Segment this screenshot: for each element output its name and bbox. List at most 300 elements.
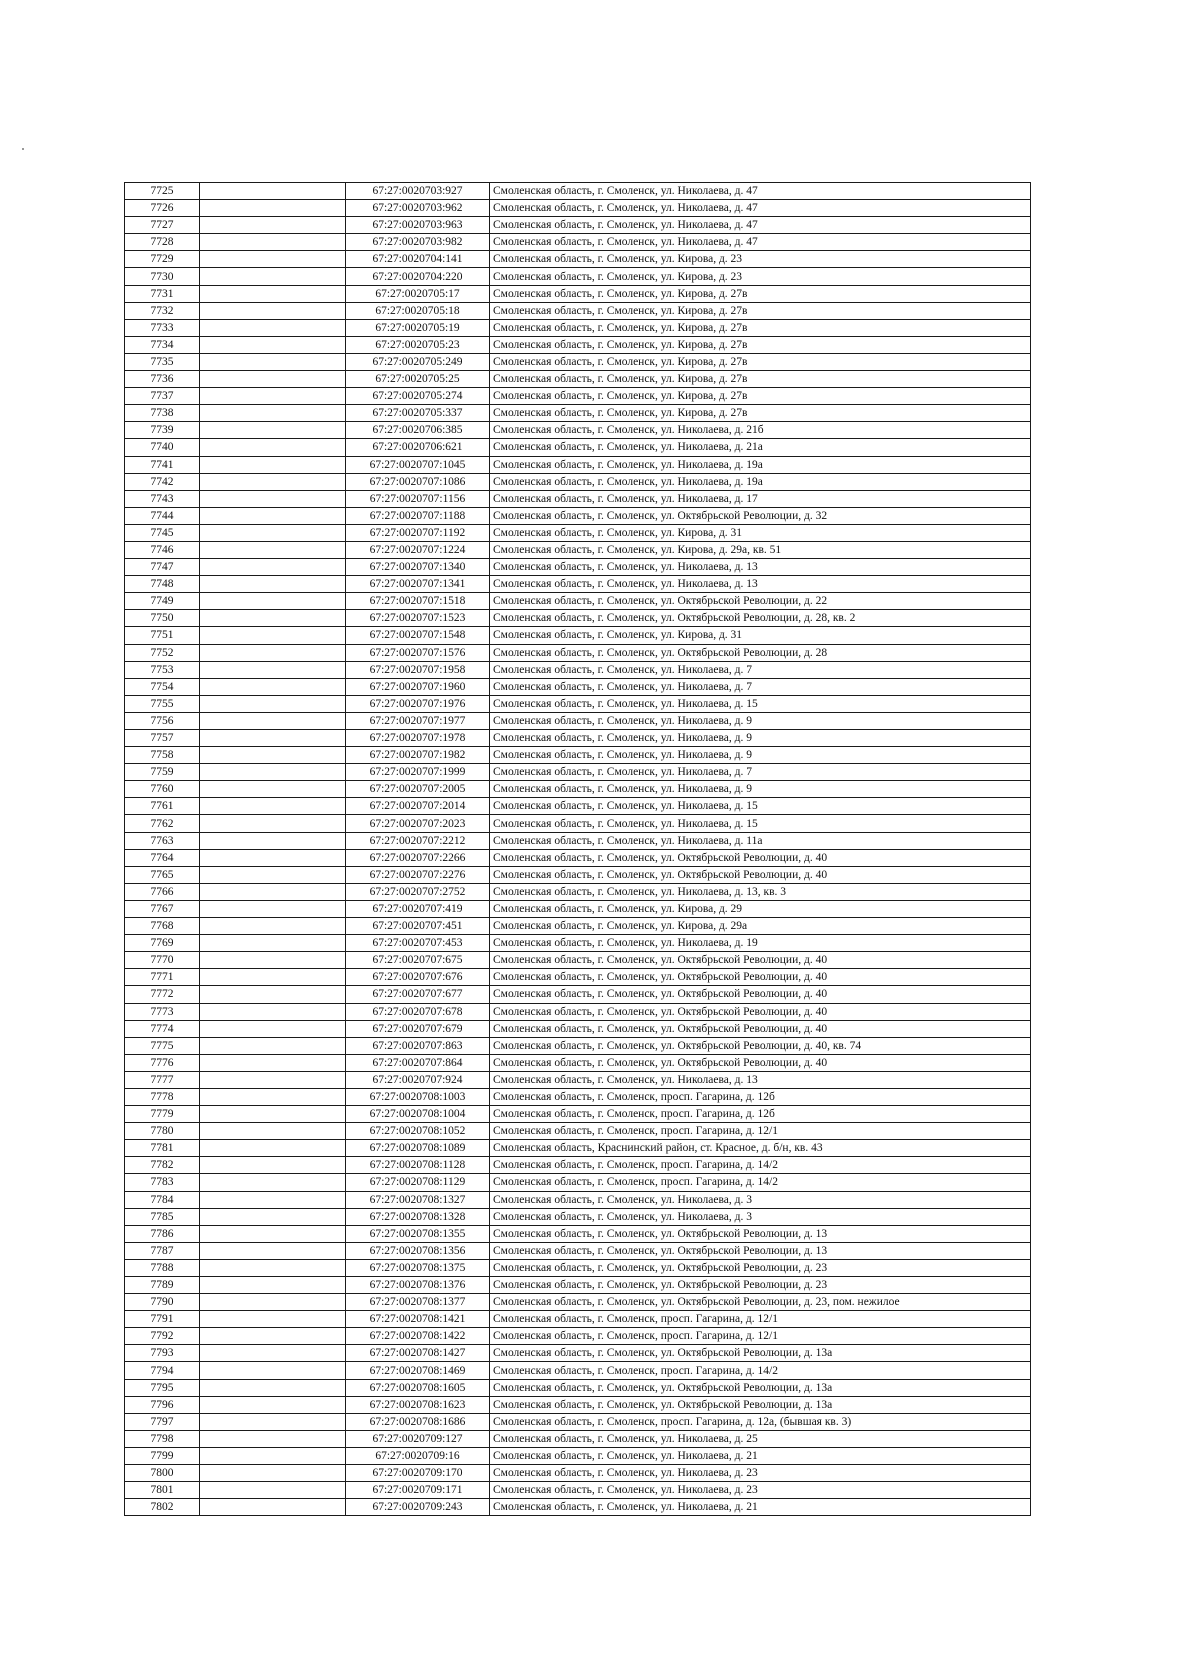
empty-cell — [200, 268, 346, 285]
empty-cell — [200, 952, 346, 969]
table-row — [125, 1054, 1031, 1071]
row-number-cell: 7741 — [125, 456, 200, 473]
empty-cell — [200, 747, 346, 764]
empty-cell — [200, 1379, 346, 1396]
cadastral-number-cell: 67:27:0020707:453 — [346, 935, 490, 952]
table-row — [125, 1003, 1031, 1020]
row-number-cell: 7751 — [125, 627, 200, 644]
row-number-cell: 7725 — [125, 183, 200, 200]
address-cell: Смоленская область, г. Смоленск, ул. Николаева, д. 13, кв. 3 — [490, 883, 1031, 900]
table-row — [125, 268, 1031, 285]
row-number-cell: 7745 — [125, 524, 200, 541]
address-cell: Смоленская область, г. Смоленск, ул. Николаева, д. 47 — [490, 234, 1031, 251]
table-row — [125, 1277, 1031, 1294]
address-cell: Смоленская область, г. Смоленск, ул. Октябрьской Революции, д. 40 — [490, 1003, 1031, 1020]
row-number-cell: 7778 — [125, 1088, 200, 1105]
empty-cell — [200, 798, 346, 815]
table-row — [125, 1020, 1031, 1037]
address-cell: Смоленская область, г. Смоленск, ул. Октябрьской Революции, д. 13а — [490, 1345, 1031, 1362]
row-number-cell: 7779 — [125, 1106, 200, 1123]
table-row — [125, 1106, 1031, 1123]
scan-speck — [22, 148, 24, 150]
row-number-cell: 7795 — [125, 1379, 200, 1396]
empty-cell — [200, 678, 346, 695]
address-cell: Смоленская область, г. Смоленск, ул. Николаева, д. 15 — [490, 695, 1031, 712]
empty-cell — [200, 764, 346, 781]
row-number-cell: 7729 — [125, 251, 200, 268]
cadastral-number-cell: 67:27:0020705:25 — [346, 371, 490, 388]
address-cell: Смоленская область, г. Смоленск, просп. Гагарина, д. 12/1 — [490, 1328, 1031, 1345]
cadastral-number-cell: 67:27:0020706:385 — [346, 422, 490, 439]
table-row — [125, 1174, 1031, 1191]
cadastral-number-cell: 67:27:0020705:274 — [346, 388, 490, 405]
table-row — [125, 336, 1031, 353]
row-number-cell: 7800 — [125, 1465, 200, 1482]
table-row — [125, 627, 1031, 644]
address-cell: Смоленская область, г. Смоленск, ул. Октябрьской Революции, д. 28 — [490, 644, 1031, 661]
address-cell: Смоленская область, г. Смоленск, ул. Октябрьской Революции, д. 40 — [490, 1054, 1031, 1071]
row-number-cell: 7728 — [125, 234, 200, 251]
table-row — [125, 1225, 1031, 1242]
table-row — [125, 935, 1031, 952]
cadastral-number-cell: 67:27:0020707:1224 — [346, 541, 490, 558]
cadastral-number-cell: 67:27:0020707:864 — [346, 1054, 490, 1071]
address-cell: Смоленская область, г. Смоленск, ул. Николаева, д. 47 — [490, 183, 1031, 200]
empty-cell — [200, 815, 346, 832]
empty-cell — [200, 1499, 346, 1516]
row-number-cell: 7732 — [125, 302, 200, 319]
table-row — [125, 1294, 1031, 1311]
empty-cell — [200, 524, 346, 541]
cadastral-number-cell: 67:27:0020707:1045 — [346, 456, 490, 473]
row-number-cell: 7764 — [125, 849, 200, 866]
table-row — [125, 456, 1031, 473]
table-row — [125, 439, 1031, 456]
row-number-cell: 7771 — [125, 969, 200, 986]
cadastral-number-cell: 67:27:0020705:17 — [346, 285, 490, 302]
table-row — [125, 1430, 1031, 1447]
row-number-cell: 7798 — [125, 1430, 200, 1447]
row-number-cell: 7787 — [125, 1242, 200, 1259]
row-number-cell: 7755 — [125, 695, 200, 712]
empty-cell — [200, 439, 346, 456]
row-number-cell: 7733 — [125, 319, 200, 336]
empty-cell — [200, 610, 346, 627]
cadastral-number-cell: 67:27:0020708:1327 — [346, 1191, 490, 1208]
address-cell: Смоленская область, г. Смоленск, ул. Октябрьской Революции, д. 28, кв. 2 — [490, 610, 1031, 627]
table-row — [125, 1140, 1031, 1157]
empty-cell — [200, 1362, 346, 1379]
address-cell: Смоленская область, г. Смоленск, ул. Николаева, д. 47 — [490, 200, 1031, 217]
row-number-cell: 7794 — [125, 1362, 200, 1379]
empty-cell — [200, 1345, 346, 1362]
empty-cell — [200, 251, 346, 268]
row-number-cell: 7788 — [125, 1259, 200, 1276]
table-row — [125, 730, 1031, 747]
table-row — [125, 1328, 1031, 1345]
empty-cell — [200, 1430, 346, 1447]
table-row — [125, 524, 1031, 541]
table-row — [125, 815, 1031, 832]
table-row — [125, 1037, 1031, 1054]
empty-cell — [200, 935, 346, 952]
empty-cell — [200, 1413, 346, 1430]
address-cell: Смоленская область, г. Смоленск, ул. Николаева, д. 19а — [490, 456, 1031, 473]
row-number-cell: 7756 — [125, 712, 200, 729]
empty-cell — [200, 302, 346, 319]
empty-cell — [200, 319, 346, 336]
row-number-cell: 7782 — [125, 1157, 200, 1174]
cadastral-number-cell: 67:27:0020708:1421 — [346, 1311, 490, 1328]
empty-cell — [200, 353, 346, 370]
cadastral-number-cell: 67:27:0020707:1977 — [346, 712, 490, 729]
table-row — [125, 1499, 1031, 1516]
empty-cell — [200, 593, 346, 610]
empty-cell — [200, 541, 346, 558]
table-row — [125, 900, 1031, 917]
empty-cell — [200, 405, 346, 422]
table-row — [125, 1157, 1031, 1174]
row-number-cell: 7757 — [125, 730, 200, 747]
empty-cell — [200, 1020, 346, 1037]
empty-cell — [200, 490, 346, 507]
table-row — [125, 1191, 1031, 1208]
address-cell: Смоленская область, г. Смоленск, просп. Гагарина, д. 12б — [490, 1088, 1031, 1105]
address-cell: Смоленская область, г. Смоленск, ул. Октябрьской Революции, д. 40 — [490, 969, 1031, 986]
empty-cell — [200, 1191, 346, 1208]
cadastral-number-cell: 67:27:0020703:927 — [346, 183, 490, 200]
cadastral-number-cell: 67:27:0020708:1003 — [346, 1088, 490, 1105]
cadastral-number-cell: 67:27:0020707:2212 — [346, 832, 490, 849]
table-row — [125, 952, 1031, 969]
empty-cell — [200, 661, 346, 678]
address-cell: Смоленская область, г. Смоленск, ул. Кирова, д. 27в — [490, 388, 1031, 405]
empty-cell — [200, 1003, 346, 1020]
table-row — [125, 1311, 1031, 1328]
cadastral-number-cell: 67:27:0020707:1523 — [346, 610, 490, 627]
address-cell: Смоленская область, г. Смоленск, ул. Николаева, д. 7 — [490, 678, 1031, 695]
empty-cell — [200, 1447, 346, 1464]
address-cell: Смоленская область, г. Смоленск, ул. Кирова, д. 29а, кв. 51 — [490, 541, 1031, 558]
table-row — [125, 405, 1031, 422]
row-number-cell: 7765 — [125, 866, 200, 883]
cadastral-number-cell: 67:27:0020707:675 — [346, 952, 490, 969]
cadastral-number-cell: 67:27:0020704:141 — [346, 251, 490, 268]
empty-cell — [200, 217, 346, 234]
address-cell: Смоленская область, г. Смоленск, ул. Николаева, д. 21а — [490, 439, 1031, 456]
row-number-cell: 7737 — [125, 388, 200, 405]
registry-table — [124, 182, 1031, 1516]
table-row — [125, 1088, 1031, 1105]
row-number-cell: 7777 — [125, 1071, 200, 1088]
address-cell: Смоленская область, г. Смоленск, ул. Николаева, д. 25 — [490, 1430, 1031, 1447]
row-number-cell: 7768 — [125, 918, 200, 935]
empty-cell — [200, 1225, 346, 1242]
table-row — [125, 712, 1031, 729]
row-number-cell: 7743 — [125, 490, 200, 507]
table-row — [125, 1208, 1031, 1225]
table-row — [125, 302, 1031, 319]
cadastral-number-cell: 67:27:0020703:982 — [346, 234, 490, 251]
address-cell: Смоленская область, г. Смоленск, просп. Гагарина, д. 12б — [490, 1106, 1031, 1123]
table-row — [125, 610, 1031, 627]
cadastral-number-cell: 67:27:0020707:1156 — [346, 490, 490, 507]
cadastral-number-cell: 67:27:0020708:1376 — [346, 1277, 490, 1294]
table-row — [125, 1259, 1031, 1276]
address-cell: Смоленская область, г. Смоленск, ул. Николаева, д. 21 — [490, 1447, 1031, 1464]
cadastral-number-cell: 67:27:0020708:1375 — [346, 1259, 490, 1276]
address-cell: Смоленская область, г. Смоленск, ул. Николаева, д. 23 — [490, 1465, 1031, 1482]
address-cell: Смоленская область, г. Смоленск, ул. Николаева, д. 13 — [490, 1071, 1031, 1088]
empty-cell — [200, 781, 346, 798]
empty-cell — [200, 1396, 346, 1413]
cadastral-number-cell: 67:27:0020708:1052 — [346, 1123, 490, 1140]
address-cell: Смоленская область, г. Смоленск, ул. Николаева, д. 19 — [490, 935, 1031, 952]
table-row — [125, 849, 1031, 866]
cadastral-number-cell: 67:27:0020708:1427 — [346, 1345, 490, 1362]
empty-cell — [200, 1157, 346, 1174]
table-row — [125, 1447, 1031, 1464]
table-row — [125, 319, 1031, 336]
address-cell: Смоленская область, г. Смоленск, ул. Кирова, д. 31 — [490, 524, 1031, 541]
empty-cell — [200, 1037, 346, 1054]
cadastral-number-cell: 67:27:0020708:1356 — [346, 1242, 490, 1259]
cadastral-number-cell: 67:27:0020707:1978 — [346, 730, 490, 747]
cadastral-number-cell: 67:27:0020703:962 — [346, 200, 490, 217]
row-number-cell: 7754 — [125, 678, 200, 695]
address-cell: Смоленская область, г. Смоленск, ул. Николаева, д. 47 — [490, 217, 1031, 234]
cadastral-number-cell: 67:27:0020704:220 — [346, 268, 490, 285]
empty-cell — [200, 866, 346, 883]
cadastral-number-cell: 67:27:0020708:1355 — [346, 1225, 490, 1242]
empty-cell — [200, 1465, 346, 1482]
empty-cell — [200, 422, 346, 439]
table-row — [125, 388, 1031, 405]
row-number-cell: 7786 — [125, 1225, 200, 1242]
empty-cell — [200, 1294, 346, 1311]
row-number-cell: 7802 — [125, 1499, 200, 1516]
address-cell: Смоленская область, г. Смоленск, ул. Октябрьской Революции, д. 40 — [490, 986, 1031, 1003]
cadastral-number-cell: 67:27:0020705:23 — [346, 336, 490, 353]
table-row — [125, 1071, 1031, 1088]
row-number-cell: 7766 — [125, 883, 200, 900]
address-cell: Смоленская область, г. Смоленск, ул. Октябрьской Революции, д. 40, кв. 74 — [490, 1037, 1031, 1054]
empty-cell — [200, 986, 346, 1003]
table-row — [125, 764, 1031, 781]
row-number-cell: 7742 — [125, 473, 200, 490]
cadastral-number-cell: 67:27:0020706:621 — [346, 439, 490, 456]
row-number-cell: 7767 — [125, 900, 200, 917]
empty-cell — [200, 695, 346, 712]
address-cell: Смоленская область, г. Смоленск, ул. Кирова, д. 27в — [490, 371, 1031, 388]
empty-cell — [200, 849, 346, 866]
address-cell: Смоленская область, г. Смоленск, ул. Октябрьской Революции, д. 13 — [490, 1225, 1031, 1242]
address-cell: Смоленская область, г. Смоленск, ул. Октябрьской Революции, д. 32 — [490, 507, 1031, 524]
address-cell: Смоленская область, г. Смоленск, ул. Кирова, д. 27в — [490, 302, 1031, 319]
table-row — [125, 285, 1031, 302]
row-number-cell: 7775 — [125, 1037, 200, 1054]
table-row — [125, 593, 1031, 610]
table-row — [125, 251, 1031, 268]
table-row — [125, 918, 1031, 935]
cadastral-number-cell: 67:27:0020708:1422 — [346, 1328, 490, 1345]
cadastral-number-cell: 67:27:0020707:1340 — [346, 559, 490, 576]
cadastral-number-cell: 67:27:0020708:1686 — [346, 1413, 490, 1430]
empty-cell — [200, 1106, 346, 1123]
empty-cell — [200, 371, 346, 388]
row-number-cell: 7735 — [125, 353, 200, 370]
row-number-cell: 7747 — [125, 559, 200, 576]
cadastral-number-cell: 67:27:0020709:16 — [346, 1447, 490, 1464]
empty-cell — [200, 1140, 346, 1157]
address-cell: Смоленская область, г. Смоленск, ул. Октябрьской Революции, д. 40 — [490, 849, 1031, 866]
row-number-cell: 7790 — [125, 1294, 200, 1311]
address-cell: Смоленская область, г. Смоленск, ул. Кирова, д. 29а — [490, 918, 1031, 935]
table-row — [125, 183, 1031, 200]
table-row — [125, 473, 1031, 490]
cadastral-number-cell: 67:27:0020707:2276 — [346, 866, 490, 883]
row-number-cell: 7740 — [125, 439, 200, 456]
cadastral-number-cell: 67:27:0020707:1548 — [346, 627, 490, 644]
row-number-cell: 7776 — [125, 1054, 200, 1071]
empty-cell — [200, 730, 346, 747]
address-cell: Смоленская область, г. Смоленск, ул. Октябрьской Революции, д. 23 — [490, 1259, 1031, 1276]
row-number-cell: 7750 — [125, 610, 200, 627]
empty-cell — [200, 1277, 346, 1294]
row-number-cell: 7797 — [125, 1413, 200, 1430]
empty-cell — [200, 1208, 346, 1225]
cadastral-number-cell: 67:27:0020708:1469 — [346, 1362, 490, 1379]
row-number-cell: 7736 — [125, 371, 200, 388]
table-row — [125, 422, 1031, 439]
address-cell: Смоленская область, г. Смоленск, ул. Николаева, д. 21 — [490, 1499, 1031, 1516]
table-row — [125, 507, 1031, 524]
address-cell: Смоленская область, г. Смоленск, ул. Октябрьской Революции, д. 23 — [490, 1277, 1031, 1294]
address-cell: Смоленская область, г. Смоленск, ул. Кирова, д. 23 — [490, 268, 1031, 285]
row-number-cell: 7759 — [125, 764, 200, 781]
table-row — [125, 747, 1031, 764]
row-number-cell: 7774 — [125, 1020, 200, 1037]
cadastral-number-cell: 67:27:0020705:19 — [346, 319, 490, 336]
cadastral-number-cell: 67:27:0020707:1576 — [346, 644, 490, 661]
cadastral-number-cell: 67:27:0020708:1128 — [346, 1157, 490, 1174]
address-cell: Смоленская область, г. Смоленск, ул. Николаева, д. 7 — [490, 764, 1031, 781]
empty-cell — [200, 473, 346, 490]
row-number-cell: 7730 — [125, 268, 200, 285]
address-cell: Смоленская область, г. Смоленск, просп. Гагарина, д. 12а, (бывшая кв. 3) — [490, 1413, 1031, 1430]
empty-cell — [200, 200, 346, 217]
cadastral-number-cell: 67:27:0020707:1188 — [346, 507, 490, 524]
address-cell: Смоленская область, г. Смоленск, ул. Николаева, д. 19а — [490, 473, 1031, 490]
address-cell: Смоленская область, г. Смоленск, ул. Кирова, д. 27в — [490, 285, 1031, 302]
address-cell: Смоленская область, г. Смоленск, ул. Николаева, д. 13 — [490, 576, 1031, 593]
address-cell: Смоленская область, г. Смоленск, ул. Кирова, д. 27в — [490, 405, 1031, 422]
cadastral-number-cell: 67:27:0020707:1960 — [346, 678, 490, 695]
row-number-cell: 7752 — [125, 644, 200, 661]
address-cell: Смоленская область, г. Смоленск, ул. Николаева, д. 15 — [490, 815, 1031, 832]
address-cell: Смоленская область, г. Смоленск, ул. Николаева, д. 11а — [490, 832, 1031, 849]
address-cell: Смоленская область, г. Смоленск, просп. Гагарина, д. 14/2 — [490, 1174, 1031, 1191]
table-row — [125, 866, 1031, 883]
address-cell: Смоленская область, г. Смоленск, ул. Николаева, д. 13 — [490, 559, 1031, 576]
cadastral-number-cell: 67:27:0020707:863 — [346, 1037, 490, 1054]
cadastral-number-cell: 67:27:0020708:1089 — [346, 1140, 490, 1157]
cadastral-number-cell: 67:27:0020708:1129 — [346, 1174, 490, 1191]
cadastral-number-cell: 67:27:0020707:677 — [346, 986, 490, 1003]
registry-table-body — [125, 183, 1031, 1516]
table-row — [125, 695, 1031, 712]
cadastral-number-cell: 67:27:0020703:963 — [346, 217, 490, 234]
row-number-cell: 7801 — [125, 1482, 200, 1499]
row-number-cell: 7739 — [125, 422, 200, 439]
empty-cell — [200, 883, 346, 900]
empty-cell — [200, 336, 346, 353]
table-row — [125, 678, 1031, 695]
address-cell: Смоленская область, г. Смоленск, ул. Кирова, д. 31 — [490, 627, 1031, 644]
row-number-cell: 7727 — [125, 217, 200, 234]
empty-cell — [200, 712, 346, 729]
row-number-cell: 7784 — [125, 1191, 200, 1208]
address-cell: Смоленская область, г. Смоленск, ул. Кирова, д. 27в — [490, 336, 1031, 353]
table-row — [125, 1413, 1031, 1430]
address-cell: Смоленская область, г. Смоленск, ул. Николаева, д. 15 — [490, 798, 1031, 815]
empty-cell — [200, 1123, 346, 1140]
cadastral-number-cell: 67:27:0020707:676 — [346, 969, 490, 986]
empty-cell — [200, 1174, 346, 1191]
address-cell: Смоленская область, г. Смоленск, ул. Николаева, д. 3 — [490, 1191, 1031, 1208]
cadastral-number-cell: 67:27:0020708:1377 — [346, 1294, 490, 1311]
table-row — [125, 1123, 1031, 1140]
cadastral-number-cell: 67:27:0020707:1518 — [346, 593, 490, 610]
row-number-cell: 7796 — [125, 1396, 200, 1413]
row-number-cell: 7792 — [125, 1328, 200, 1345]
cadastral-number-cell: 67:27:0020708:1004 — [346, 1106, 490, 1123]
empty-cell — [200, 559, 346, 576]
empty-cell — [200, 576, 346, 593]
cadastral-number-cell: 67:27:0020709:127 — [346, 1430, 490, 1447]
empty-cell — [200, 507, 346, 524]
cadastral-number-cell: 67:27:0020709:243 — [346, 1499, 490, 1516]
empty-cell — [200, 918, 346, 935]
table-row — [125, 200, 1031, 217]
row-number-cell: 7799 — [125, 1447, 200, 1464]
cadastral-number-cell: 67:27:0020707:2014 — [346, 798, 490, 815]
address-cell: Смоленская область, г. Смоленск, ул. Николаева, д. 23 — [490, 1482, 1031, 1499]
empty-cell — [200, 1071, 346, 1088]
address-cell: Смоленская область, г. Смоленск, ул. Октябрьской Революции, д. 13а — [490, 1396, 1031, 1413]
empty-cell — [200, 285, 346, 302]
row-number-cell: 7762 — [125, 815, 200, 832]
row-number-cell: 7789 — [125, 1277, 200, 1294]
cadastral-number-cell: 67:27:0020709:170 — [346, 1465, 490, 1482]
empty-cell — [200, 900, 346, 917]
empty-cell — [200, 1311, 346, 1328]
row-number-cell: 7773 — [125, 1003, 200, 1020]
row-number-cell: 7758 — [125, 747, 200, 764]
row-number-cell: 7748 — [125, 576, 200, 593]
row-number-cell: 7746 — [125, 541, 200, 558]
cadastral-number-cell: 67:27:0020707:2005 — [346, 781, 490, 798]
empty-cell — [200, 969, 346, 986]
row-number-cell: 7770 — [125, 952, 200, 969]
address-cell: Смоленская область, г. Смоленск, ул. Николаева, д. 17 — [490, 490, 1031, 507]
address-cell: Смоленская область, г. Смоленск, ул. Николаева, д. 9 — [490, 730, 1031, 747]
cadastral-number-cell: 67:27:0020707:1982 — [346, 747, 490, 764]
cadastral-number-cell: 67:27:0020707:1341 — [346, 576, 490, 593]
empty-cell — [200, 456, 346, 473]
table-row — [125, 798, 1031, 815]
cadastral-number-cell: 67:27:0020708:1605 — [346, 1379, 490, 1396]
